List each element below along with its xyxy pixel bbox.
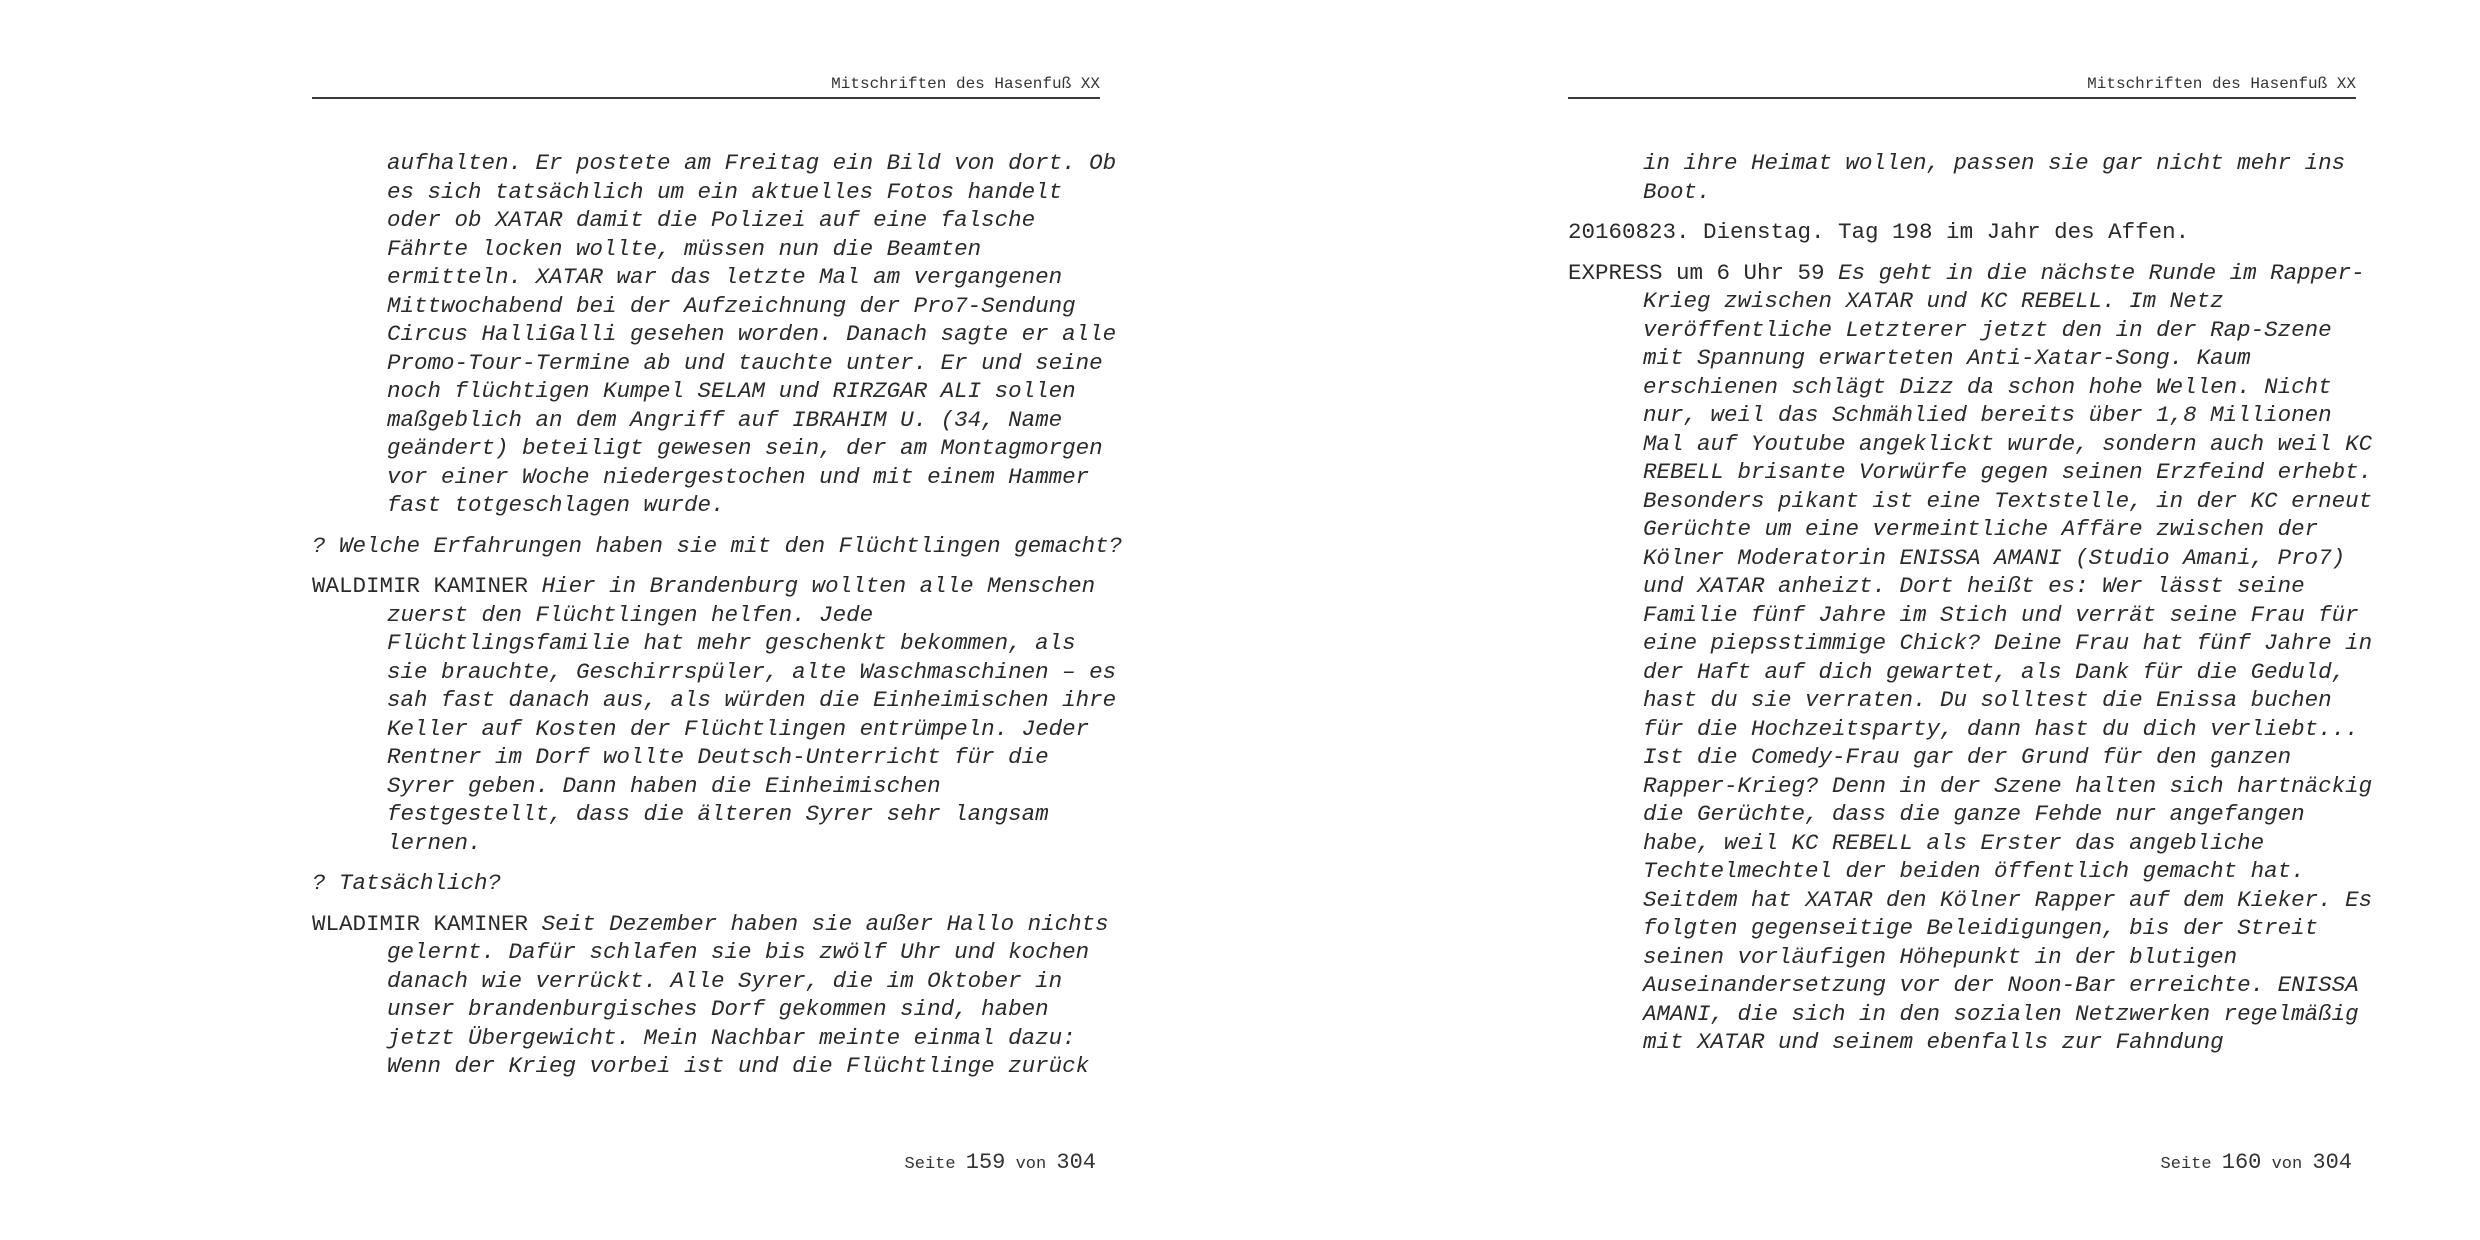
text-line: REBELL brisante Vorwürfe gegen seinen Erzfeind erhebt.: [1643, 459, 2373, 485]
folio-label: Seite: [904, 1155, 956, 1174]
text-line: Seitdem hat XATAR den Kölner Rapper auf dem Kieker. Es: [1643, 886, 2373, 913]
text-line: oder ob XATAR damit die Polizei auf eine falsche: [387, 207, 1036, 233]
text-line: veröffentliche Letzterer jetzt den in der Rap-Szene: [1643, 316, 2332, 343]
text-line: gelernt. Dafür schlafen sie bis zwölf Uhr und kochen: [387, 939, 1090, 965]
text-line: Kölner Moderatorin ENISSA AMANI (Studio Amani, Pro7): [1643, 544, 2346, 571]
text-line: zuerst den Flüchtlingen helfen. Jede: [387, 601, 874, 628]
date-entry: [1568, 218, 2356, 247]
folio-label: Seite: [2160, 1155, 2212, 1174]
folio-total: 304: [1056, 1150, 1096, 1175]
text-line: Mal auf Youtube angeklickt wurde, sondern auch weil KC: [1643, 430, 2373, 457]
text-line: vor einer Woche niedergestochen und mit einem Hammer: [387, 463, 1090, 490]
page-number: [2161, 1151, 2352, 1177]
left-page: [312, 0, 1123, 1240]
text-line: noch flüchtigen Kumpel SELAM und RIRZGAR ALI sollen: [387, 378, 1076, 404]
page-body: [1568, 149, 2373, 1069]
text-line: Keller auf Kosten der Flüchtlingen entrümpeln. Jeder: [387, 715, 1090, 742]
text-line: mit Spannung erwarteten Anti-Xatar-Song. Kaum: [1643, 345, 2251, 371]
text-line: eine piepsstimmige Chick? Deine Frau hat fünf Jahre in: [1643, 630, 2373, 656]
text-line: es sich tatsächlich um ein aktuelles Fotos handelt: [387, 178, 1063, 205]
text-line: Krieg zwischen XATAR und KC REBELL. Im Netz: [1643, 288, 2224, 314]
text-line: festgestellt, dass die älteren Syrer sehr langsam: [387, 801, 1049, 827]
text-line: ermitteln. XATAR war das letzte Mal am vergangenen: [387, 264, 1063, 290]
text-line: mit XATAR und seinem ebenfalls zur Fahndung: [1643, 1029, 2224, 1055]
text-line: folgten gegenseitige Beleidigungen, bis der Streit: [1643, 915, 2319, 941]
folio-of: von: [1015, 1155, 1047, 1174]
folio-number: 160: [2221, 1150, 2262, 1175]
question-text: ? Tatsächlich?: [312, 870, 502, 896]
text-line: habe, weil KC REBELL als Erster das angebliche: [1643, 829, 2265, 856]
text-line: fast totgeschlagen wurde.: [387, 492, 725, 518]
text-line: Auseinandersetzung vor der Noon-Bar erreichte. ENISSA: [1643, 972, 2359, 998]
text-line: hast du sie verraten. Du solltest die Enissa buchen: [1643, 687, 2332, 713]
text-line: jetzt Übergewicht. Mein Nachbar meinte einmal dazu:: [387, 1024, 1076, 1051]
folio-total: 304: [2312, 1150, 2352, 1175]
news-text: Es geht in die nächste Runde im Rapper-: [1838, 259, 2365, 286]
text-line: Flüchtlingsfamilie hat mehr geschenkt bekommen, als: [387, 630, 1076, 656]
answer-text: Seit Dezember haben sie außer Hallo nichts: [541, 910, 1109, 937]
continued-paragraph: [312, 149, 1117, 520]
text-line: Mittwochabend bei der Aufzeichnung der Pro7-Sendung: [387, 292, 1076, 319]
answer-text: Hier in Brandenburg wollten alle Menschen: [541, 573, 1096, 599]
text-line: geändert) beteiligt gewesen sein, der am Montagmorgen: [387, 435, 1103, 461]
text-line: aufhalten. Er postete am Freitag ein Bild von dort. Ob: [387, 150, 1117, 176]
text-line: Rapper-Krieg? Denn in der Szene halten sich hartnäckig: [1643, 772, 2373, 799]
interview-question: [312, 869, 1100, 898]
folio-number: 159: [965, 1150, 1006, 1175]
page-body: [312, 149, 1123, 1093]
right-page: [1568, 0, 2373, 1240]
text-line: die Gerüchte, dass die ganze Fehde nur angefangen: [1643, 801, 2305, 827]
interview-answer: [312, 572, 1117, 857]
text-line: Circus HalliGalli gesehen worden. Danach sagte er alle: [387, 321, 1117, 347]
page-number: [905, 1151, 1096, 1177]
text-line: der Haft auf dich gewartet, als Dank für die Geduld,: [1643, 658, 2346, 685]
interview-question: [312, 532, 1123, 561]
text-line: sie brauchte, Geschirrspüler, alte Waschmaschinen – es: [387, 658, 1117, 685]
text-line: sah fast danach aus, als würden die Einheimischen ihre: [387, 687, 1117, 713]
text-line: Fährte locken wollte, müssen nun die Beamten: [387, 235, 982, 262]
speaker-name: WLADIMIR KAMINER: [312, 910, 529, 937]
folio-of: von: [2271, 1155, 2303, 1174]
text-line: Besonders pikant ist eine Textstelle, in der KC erneut: [1643, 487, 2373, 514]
date-line: 20160823. Dienstag. Tag 198 im Jahr des Affen.: [1568, 219, 2190, 245]
continued-paragraph: [1568, 149, 2356, 206]
text-line: erschienen schlägt Dizz da schon hohe Wellen. Nicht: [1643, 373, 2332, 400]
text-line: maßgeblich an dem Angriff auf IBRAHIM U. (34, Name: [387, 406, 1063, 433]
text-line: Familie fünf Jahre im Stich und verrät seine Frau für: [1643, 601, 2359, 628]
speaker-name: WALDIMIR KAMINER: [312, 573, 529, 599]
text-line: AMANI, die sich in den sozialen Netzwerken regelmäßig: [1643, 1000, 2359, 1027]
text-line: nur, weil das Schmählied bereits über 1,8 Millionen: [1643, 402, 2332, 428]
text-line: seinen vorläufigen Höhepunkt in der blutigen: [1643, 943, 2238, 970]
text-line: für die Hochzeitsparty, dann hast du dich verliebt...: [1643, 715, 2359, 742]
news-entry: [1568, 259, 2373, 1057]
text-line: unser brandenburgisches Dorf gekommen sind, haben: [387, 996, 1049, 1022]
running-head: Mitschriften des Hasenfuß XX: [2087, 75, 2356, 93]
text-line: Syrer geben. Dann haben die Einheimischen: [387, 772, 941, 799]
text-line: Promo-Tour-Termine ab und tauchte unter. Er und seine: [387, 349, 1103, 376]
text-line: und XATAR anheizt. Dort heißt es: Wer lässt seine: [1643, 573, 2305, 599]
text-line: Wenn der Krieg vorbei ist und die Flüchtlinge zurück: [387, 1053, 1090, 1079]
question-text: ? Welche Erfahrungen haben sie mit den Flüchtlingen gemacht?: [312, 532, 1123, 559]
interview-answer: [312, 910, 1109, 1081]
text-line: Rentner im Dorf wollte Deutsch-Unterricht für die: [387, 744, 1049, 770]
text-line: Ist die Comedy-Frau gar der Grund für den ganzen: [1643, 744, 2292, 770]
text-line: Techtelmechtel der beiden öffentlich gemacht hat.: [1643, 858, 2305, 884]
text-line: Gerüchte um eine vermeintliche Affäre zwischen der: [1643, 516, 2319, 542]
text-line: danach wie verrückt. Alle Syrer, die im Oktober in: [387, 967, 1063, 994]
text-line: Boot.: [1643, 178, 1711, 205]
text-line: in ihre Heimat wollen, passen sie gar nicht mehr ins: [1643, 150, 2346, 176]
header-rule: [1568, 97, 2356, 99]
running-head: Mitschriften des Hasenfuß XX: [831, 75, 1100, 93]
text-line: lernen.: [387, 829, 482, 856]
news-source: EXPRESS um 6 Uhr 59: [1568, 259, 1825, 286]
header-rule: [312, 97, 1100, 99]
